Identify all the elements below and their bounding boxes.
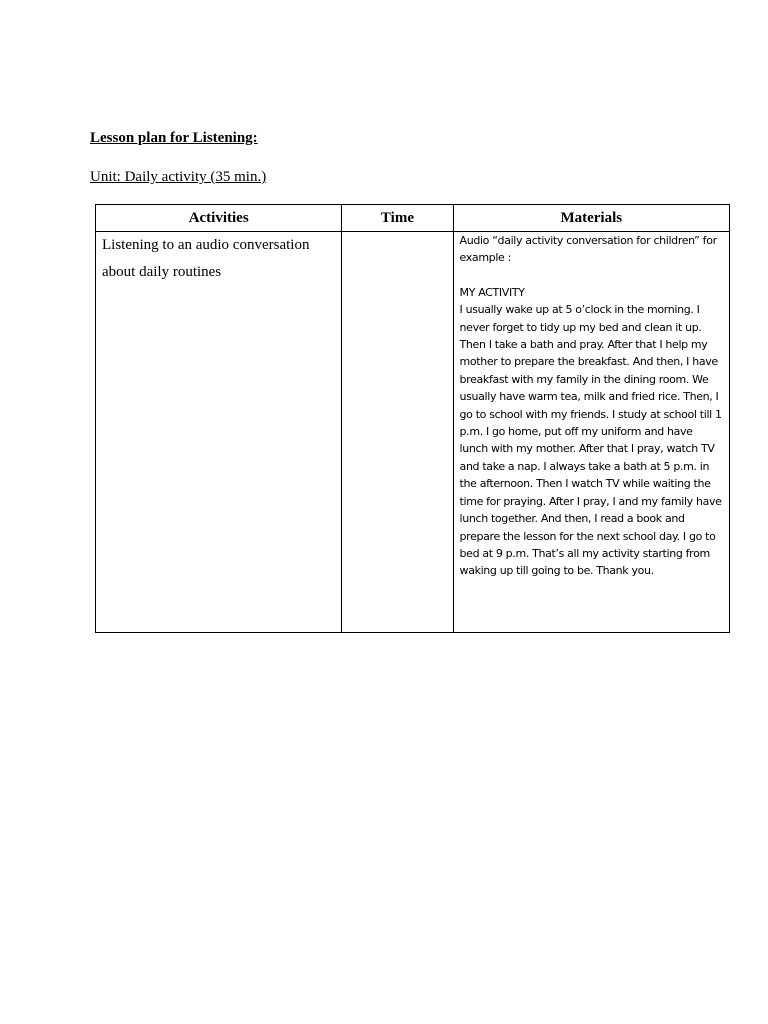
page-title: Lesson plan for Listening:	[90, 130, 258, 146]
header-time: Time	[342, 205, 453, 232]
time-cell	[342, 232, 453, 633]
header-materials: Materials	[453, 205, 729, 232]
materials-intro: Audio “daily activity conversation for children” for example :	[459, 234, 717, 265]
materials-cell	[453, 232, 729, 633]
unit-line: Unit: Daily activity (35 min.)	[90, 169, 267, 185]
materials-body: I usually wake up at 5 o’clock in the morning. I never forget to tidy up my bed and clean it up. Then I take a bath and pray. After that I help my mother to prepare the breakfast. And then, I have breakfast with my family in the dining room. We usually have warm tea, milk and fried rice. Then, I go to school with my friends. I study at school till 1 p.m. I go home, put off my uniform and have lunch with my mother. After that I pray, watch TV and take a nap. I always take a bath at 5 p.m. in the afternoon. Then I watch TV while waiting the time for praying. After I pray, I and my family have lunch together. And then, I read a book and prepare the lesson for the next school day. I go to bed at 9 p.m. That’s all my activity starting from waking up till going to be. Thank you.	[459, 303, 722, 578]
lesson-table	[95, 204, 730, 633]
activity-cell: Listening to an audio conversation about daily routines	[96, 232, 342, 633]
table-row	[96, 232, 730, 633]
header-activities: Activities	[96, 205, 342, 232]
materials-spacer	[460, 267, 723, 284]
table-header-row	[96, 205, 730, 232]
materials-heading: MY ACTIVITY	[459, 285, 525, 299]
